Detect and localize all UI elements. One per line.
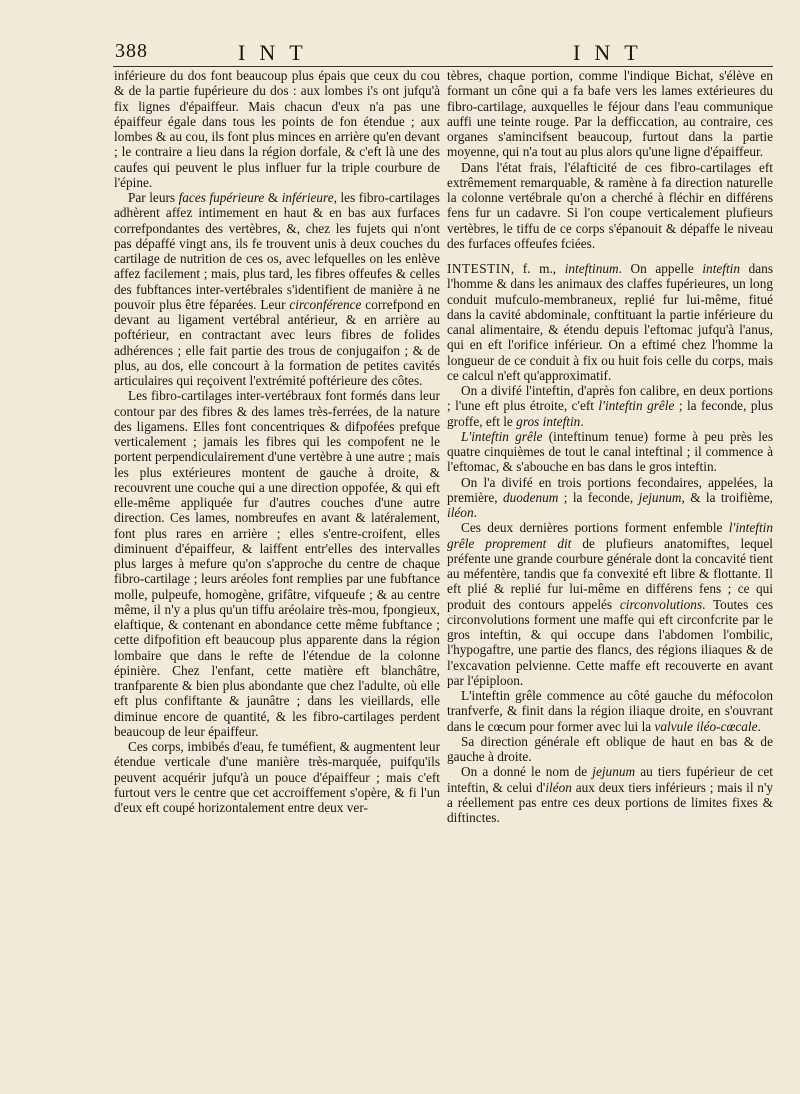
emphasis: inteftin (702, 261, 741, 276)
paragraph: tèbres, chaque portion, comme l'indique Bichat, s'élève en formant un cône qui a fa bafe vers les lames extérieures du fibro-cartilage, auxquelles le féjour dans l'eau communique auffi une teinte rouge. Par la defficcation, au contraire, ces organes s'amincifsent beaucoup, furtout dans la partie moyenne, qui n'a tout au plus alors qu'une ligne d'épaiffeur. (447, 68, 773, 160)
paragraph: Ces deux dernières portions forment enfemble l'inteftin grêle proprement dit de plufieurs anatomiftes, lequel préfente une grande courbure générale dont la concavité tient au méfentère, tandis que fa convexité eft libre & flottante. Il eft plié & replié fur lui-même en différens fens ; ce qui produit des contours appelés circonvolutions. Toutes ces circonvolutions forment une maffe qui eft circonfcrite par le gros inteftin, & qui occupe dans l'abdomen l'ombilic, l'hypogaftre, une partie des flancs, des régions iliaques & de l'excavation pelvienne. Cette maffe eft recouverte en avant par l'épiploon. (447, 520, 773, 688)
paragraph: Ces corps, imbibés d'eau, fe tuméfient, & augmentent leur étendue verticale d'une manière très-marquée, puifqu'ils peuvent acquérir jufqu'à un pouce d'épaiffeur ; mais c'eft furtout vers le centre que cet accroiffement s'opère, & fi l'un d'eux eft coupé horizontalement entre deux ver- (114, 739, 440, 815)
emphasis: inteftinum (564, 261, 619, 276)
dictionary-entry: INTESTIN, f. m., inteftinum. On appelle inteftin dans l'homme & dans les animaux des claffes fupérieures, un long conduit mufculo-membraneux, replié fur lui-même, fitué dans la cavité abdominale, conftituant la partie inférieure du canal alimentaire, & étendu depuis l'eftomac jufqu'à l'anus, qui en eft l'orifice inférieur. On a eftimé chez l'homme la longueur de ce conduit à fix ou huit fois celle du corps, mais ce calcul n'eft qu'approximatif. (447, 261, 773, 383)
paragraph: L'inteftin grêle (inteftinum tenue) forme à peu près les quatre cinquièmes de tout le canal inteftinal ; il commence à l'eftomac, & s'abouche en bas dans le gros inteftin. (447, 428, 773, 475)
running-head-right: INT (573, 40, 652, 65)
emphasis: inférieure (281, 190, 334, 205)
paragraph: On a donné le nom de jejunum au tiers fupérieur de cet inteftin, & celui d'iléon aux deux tiers inférieurs ; mais il n'y a réellement pas entre ces deux portions de limites fixes & diftinctes. (447, 764, 773, 825)
right-column (447, 68, 773, 825)
paragraph: On l'a divifé en trois portions fecondaires, appelées, la première, duodenum ; la feconde, jejunum, & la troifième, iléon. (447, 474, 773, 520)
paragraph: L'inteftin grêle commence au côté gauche du méfocolon tranfverfe, & finit dans la région iliaque droite, en s'ouvrant dans le cœcum pour former avec lui la valvule iléo-cœcale. (447, 688, 773, 734)
paragraph: Dans l'état frais, l'élafticité de ces fibro-cartilages eft extrêmement remarquable, & ramène à fa direction naturelle la colonne vertébrale qu'on a cherché à fléchir en différens fens fur un cadavre. Si l'on coupe verticalement plufieurs vertèbres, le tiffu de ce corps s'épanouit & dépaffe le niveau des furfaces offeufes fciées. (447, 159, 773, 251)
paragraph: Sa direction générale eft oblique de haut en bas & de gauche à droite. (447, 733, 773, 764)
entry-headword: INTESTIN (447, 261, 511, 276)
running-head-left: INT (238, 40, 317, 65)
paragraph: Les fibro-cartilages inter-vertébraux font formés dans leur contour par des fibres & des lames très-ferrées, de la nature des ligamens. Elles font concentriques & difpofées prefque verticalement ; jamais les fibres qui les compofent ne le portent perpendiculairement d'une vertèbre à une autre ; mais les plus extérieures montent de gauche à droite, & recouvrent une couche qui a une direction oppofée, & qui eft elle-même appliquée fur d'autres couches d'une autre direction. Ces lames, nombreufes en avant & latéralement, font plus rares en arrière ; elles s'entre-croifent, elles diminuent d'épaiffeur, & laiffent entr'elles des intervalles plus larges à mefure qu'on s'approche du centre de chaque fibro-cartilage ; leurs aréoles font remplies par une fubftance molle, pulpeufe, homogène, grifâtre, vifqueufe ; & au centre même, il n'y a plus qu'un tiffu aréolaire très-mou, fpongieux, elaftique, & contenant en abondance cette même fubftance ; cette difpofition eft beaucoup plus apparente dans la région lombaire que dans le refte de l'étendue de la colonne épinière. Chez l'enfant, cette matière eft blanchâtre, tranfparente & bien plus abondante que chez l'adulte, où elle eft plus confiftante & jaunâtre ; dans les vieillards, elle diminue encore de quantité, & les fibro-cartilages perdent beaucoup de leur épaiffeur. (114, 388, 440, 739)
page-header (0, 40, 800, 68)
emphasis: valvule iléo-cœcale (654, 718, 758, 734)
page-number: 388 (115, 40, 148, 62)
emphasis: gros inteftin (516, 413, 581, 429)
emphasis: duodenum (502, 489, 559, 505)
paragraph: On a divifé l'inteftin, d'après fon calibre, en deux portions ; l'une eft plus étroite, c'eft l'inteftin grêle ; la feconde, plus groffe, eft le gros inteftin. (447, 383, 774, 429)
header-rule (113, 66, 773, 67)
emphasis: faces fupérieure (178, 190, 265, 205)
paragraph: inférieure du dos font beaucoup plus épais que ceux du cou & de la partie fupérieure du dos : aux lombes i's ont jufqu'à fix lignes d'épaiffeur. Mais chacun d'eux n'a pas une épaiffeur égale dans tous les points de fon étendue ; aux lombes & au cou, ils font plus minces en arrière qu'en devant ; le contraire a lieu dans la région dorfale, & c'eft là une des caufes qui peuvent le plus influer fur la triple courbure de l'épine. (114, 68, 440, 190)
emphasis: jejunum (592, 764, 636, 780)
emphasis: circonférence (289, 296, 362, 312)
paragraph: Par leurs faces fupérieure & inférieure, les fibro-cartilages adhèrent affez intimement en haut & en bas aux furfaces correfpondantes des vertèbres, &, chez les fujets qui n'ont pas dépaffé vingt ans, ils fe trouvent unis à deux couches du cartilage de nutrition de ces os, avec lefquelles on les enlève affez facilement ; mais, plus tard, les fibres offeufes & celles des fubftances inter-vertébrales s'identifient de manière à ne pouvoir plus être féparées. Leur circonférence correfpond en devant au ligament vertébral antérieur, & en arrière au poftérieur, en contractant avec leurs fibres de folides adhérences ; elle fait partie des trous de conjugaifon ; & de plus, au dos, elle concourt à la formation de petites cavités articulaires qui reçoivent l'extrémité poftérieure des côtes. (114, 190, 440, 388)
left-column (114, 68, 440, 815)
emphasis: circonvolutions (619, 596, 703, 612)
emphasis: iléon (447, 505, 474, 520)
emphasis: L'inteftin grêle (461, 428, 543, 444)
emphasis: l'inteftin grêle proprement dit (447, 520, 773, 551)
emphasis: l'inteftin grêle (598, 398, 675, 414)
emphasis: jejunum (638, 489, 682, 505)
emphasis: iléon (545, 779, 572, 795)
